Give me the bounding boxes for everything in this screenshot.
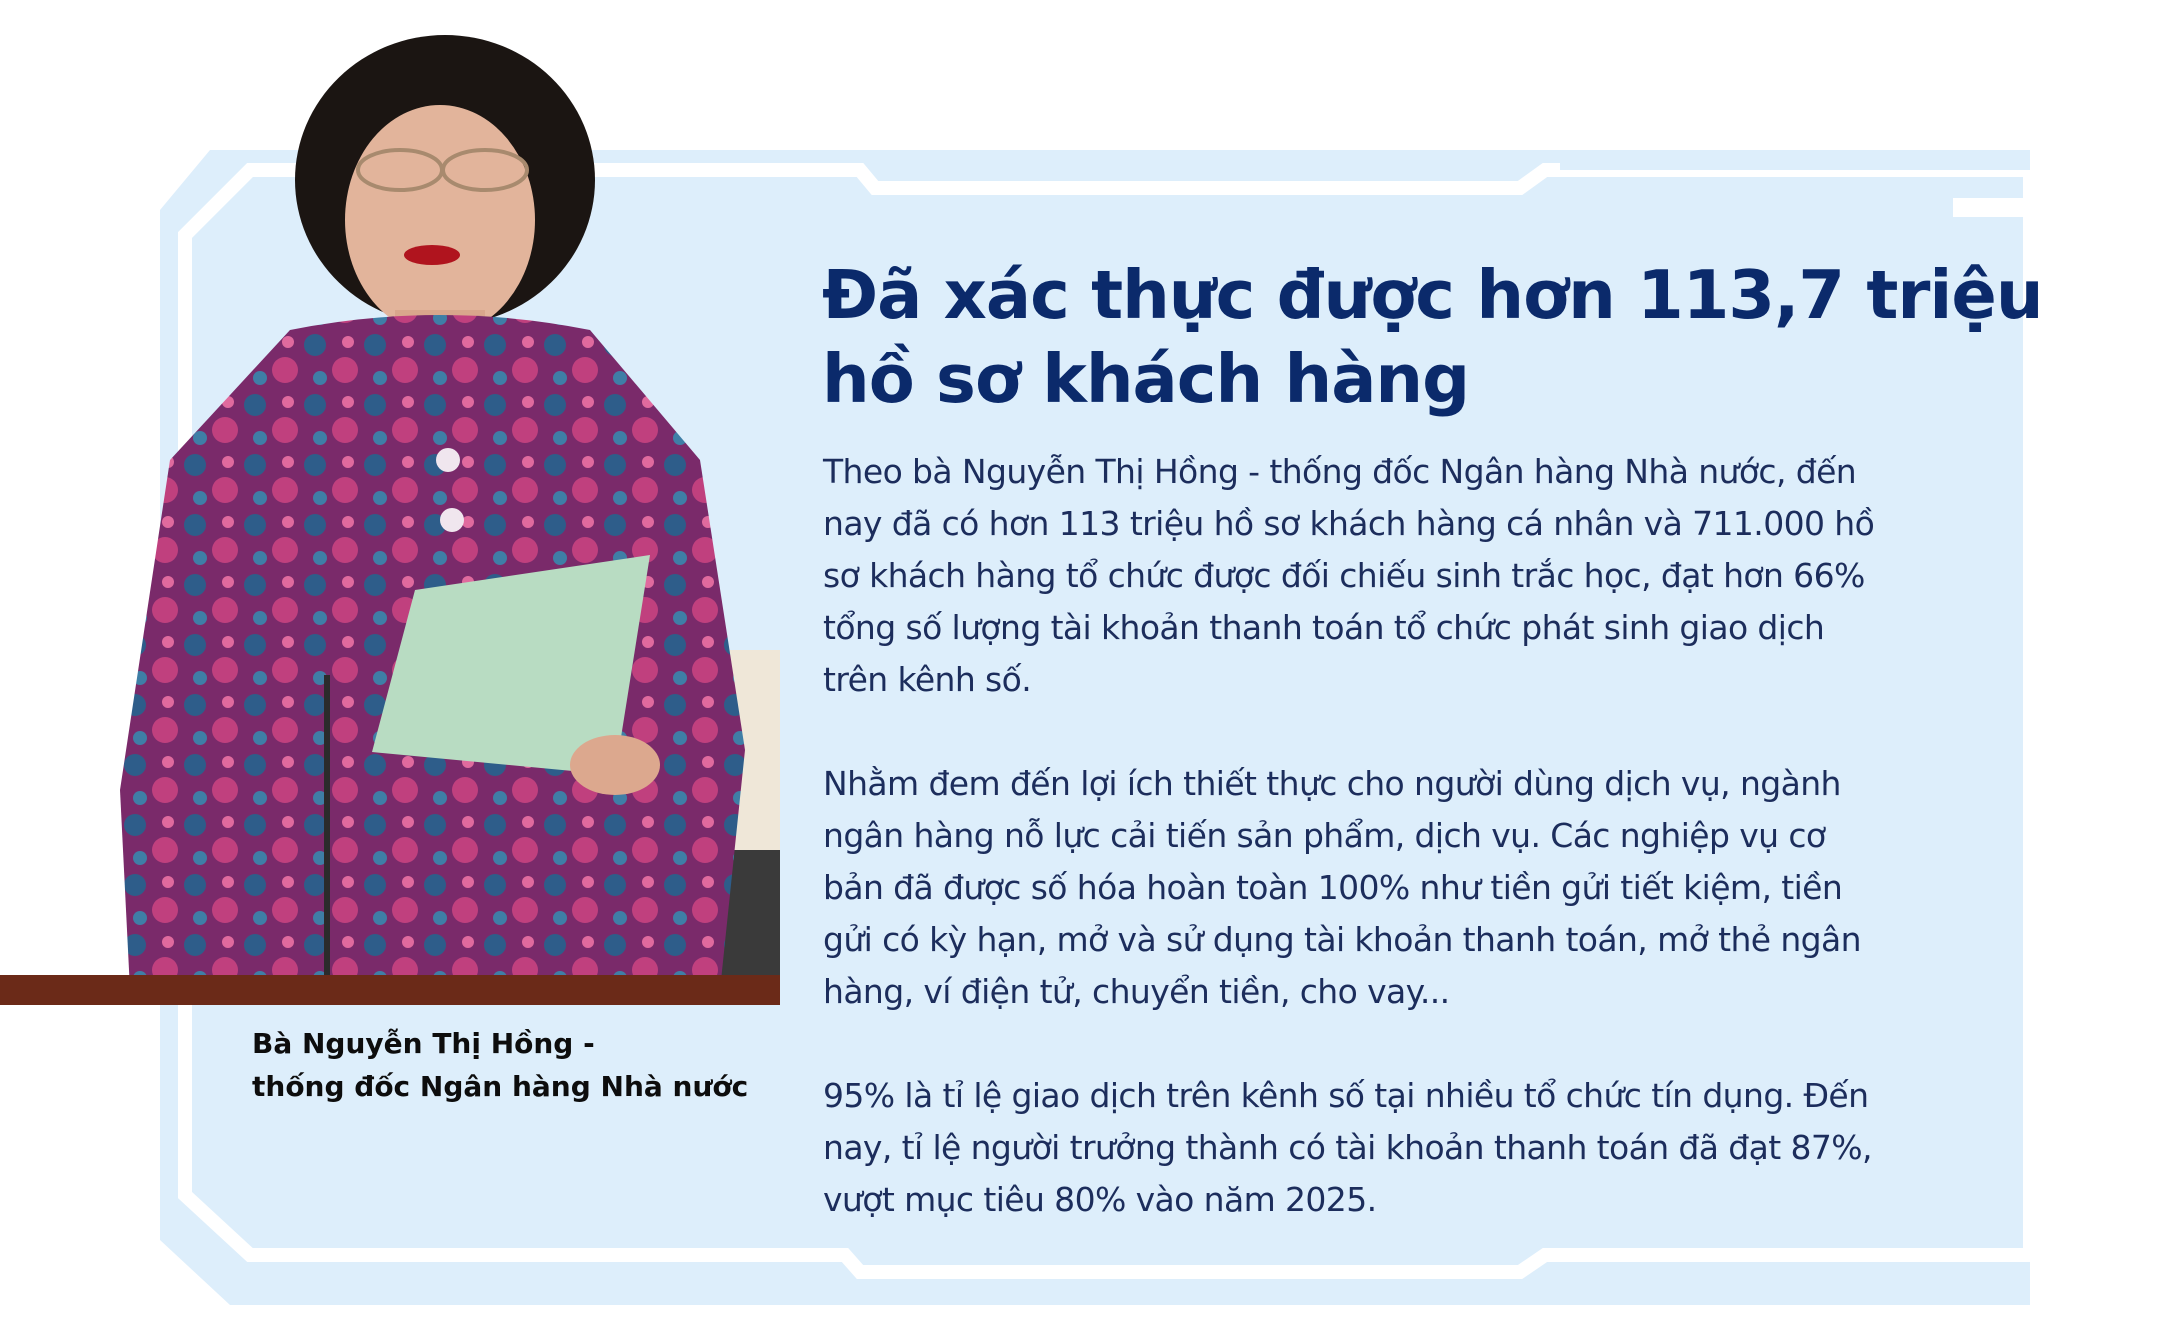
paragraph-line: hàng, ví điện tử, chuyển tiền, cho vay... (823, 972, 1450, 1011)
paragraph-line: tổng số lượng tài khoản thanh toán tổ chức phát sinh giao dịch (823, 608, 1825, 647)
paragraph-line: trên kênh số. (823, 660, 1032, 699)
article-headline (822, 253, 2043, 421)
lips (404, 245, 460, 265)
jacket-button-2 (440, 508, 464, 532)
photo-caption (252, 1022, 772, 1108)
desk-edge (0, 975, 780, 1005)
paragraph-line: bản đã được số hóa hoàn toàn 100% như tiền gửi tiết kiệm, tiền (823, 868, 1843, 907)
portrait-photo (0, 30, 780, 1005)
hand (570, 735, 660, 795)
headline-line-1: Đã xác thực được hơn 113,7 triệu (822, 256, 2043, 334)
paragraph-line: nay đã có hơn 113 triệu hồ sơ khách hàng cá nhân và 711.000 hồ (823, 504, 1875, 543)
microphone-stand (324, 675, 330, 975)
paragraph-line: nay, tỉ lệ người trưởng thành có tài khoản thanh toán đã đạt 87%, (823, 1128, 1872, 1167)
caption-line-1: Bà Nguyễn Thị Hồng - (252, 1027, 595, 1060)
paragraph-3 (823, 1070, 1943, 1226)
jacket-button-1 (436, 448, 460, 472)
face (345, 105, 535, 335)
paragraph-line: gửi có kỳ hạn, mở và sử dụng tài khoản thanh toán, mở thẻ ngân (823, 920, 1861, 959)
headline-line-2: hồ sơ khách hàng (822, 340, 1470, 418)
paragraph-line: 95% là tỉ lệ giao dịch trên kênh số tại nhiều tổ chức tín dụng. Đến (823, 1076, 1869, 1115)
paragraph-1 (823, 446, 1943, 706)
caption-line-2: thống đốc Ngân hàng Nhà nước (252, 1070, 749, 1103)
paragraph-line: vượt mục tiêu 80% vào năm 2025. (823, 1180, 1377, 1219)
paragraph-line: Nhằm đem đến lợi ích thiết thực cho người dùng dịch vụ, ngành (823, 764, 1841, 803)
paragraph-line: sơ khách hàng tổ chức được đối chiếu sinh trắc học, đạt hơn 66% (823, 556, 1865, 595)
paragraph-2 (823, 758, 1943, 1018)
paragraph-line: ngân hàng nỗ lực cải tiến sản phẩm, dịch vụ. Các nghiệp vụ cơ (823, 816, 1826, 855)
frame-top-accent (1560, 150, 2030, 170)
paragraph-line: Theo bà Nguyễn Thị Hồng - thống đốc Ngân hàng Nhà nước, đến (823, 452, 1857, 491)
